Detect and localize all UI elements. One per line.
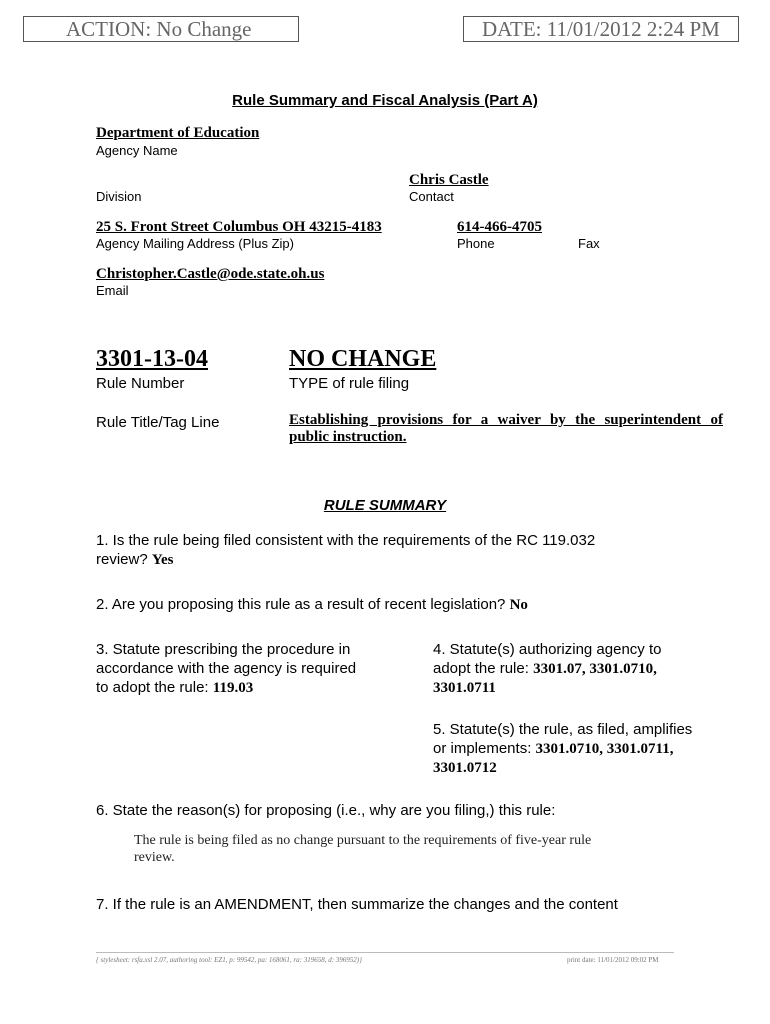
contact-label: Contact (409, 189, 454, 204)
question-6-answer-line1: The rule is being filed as no change pursuant to the requirements of five-year rule (134, 833, 592, 848)
footer-print-date: print date: 11/01/2012 09:02 PM (567, 956, 659, 964)
footer-stylesheet-info: { stylesheet: rsfa.xsl 2.07, authoring tool: EZ1, p: 99542, pa: 168061, ra: 319658, d: 396952)} (96, 956, 362, 964)
email-value: Christopher.Castle@ode.state.oh.us (96, 266, 325, 282)
question-6-answer-line2: review. (134, 850, 175, 865)
action-stamp: ACTION: No Change (23, 16, 299, 42)
rule-number-label: Rule Number (96, 375, 185, 392)
footer-divider (96, 952, 674, 953)
rule-title-label: Rule Title/Tag Line (96, 414, 220, 431)
question-5-answer-b: 3301.0712 (433, 760, 497, 776)
rule-title-line2: public instruction. (289, 429, 407, 445)
address-label: Agency Mailing Address (Plus Zip) (96, 236, 294, 251)
question-2-text: 2. Are you proposing this rule as a result of recent legislation? (96, 596, 506, 613)
question-5 (433, 720, 692, 778)
rule-summary-heading-text: RULE SUMMARY (323, 497, 447, 514)
division-label: Division (96, 189, 142, 204)
question-5-answer-a: 3301.0710, 3301.0711, (535, 741, 674, 757)
phone-value: 614-466-4705 (457, 219, 542, 235)
question-5-line1: 5. Statute(s) the rule, as filed, amplifies (433, 721, 693, 738)
question-2-answer: No (509, 597, 528, 613)
address-value: 25 S. Front Street Columbus OH 43215-4183 (96, 219, 382, 235)
question-3-line1: 3. Statute prescribing the procedure in (96, 641, 351, 658)
email-label: Email (96, 283, 129, 298)
question-3 (96, 640, 356, 698)
rule-title-line1: Establishing provisions for a waiver by the superintendent of (289, 412, 723, 428)
question-1-line2: review? (96, 551, 148, 568)
agency-name-label: Agency Name (96, 143, 178, 158)
question-4 (433, 640, 661, 698)
question-6-answer (134, 832, 591, 866)
rule-summary-heading (0, 497, 770, 514)
question-4-answer-a: 3301.07, 3301.0710, (533, 661, 657, 677)
question-3-answer: 119.03 (212, 680, 254, 696)
agency-name-value: Department of Education (96, 125, 260, 141)
question-1-answer: Yes (151, 552, 174, 568)
fax-label: Fax (578, 236, 600, 251)
rule-type-label: TYPE of rule filing (289, 375, 410, 392)
question-2 (96, 595, 528, 615)
date-stamp: DATE: 11/01/2012 2:24 PM (463, 16, 739, 42)
phone-label: Phone (457, 236, 495, 251)
question-5-line2: or implements: (433, 740, 532, 757)
question-3-line3: to adopt the rule: (96, 679, 209, 696)
question-1 (96, 531, 595, 570)
page-title-text: Rule Summary and Fiscal Analysis (Part A) (232, 92, 538, 109)
question-4-line2: adopt the rule: (433, 660, 529, 677)
rule-number-value: 3301-13-04 (96, 346, 208, 372)
question-6-text: 6. State the reason(s) for proposing (i.e., why are you filing,) this rule: (96, 802, 556, 819)
contact-value: Chris Castle (409, 172, 489, 188)
question-4-answer-b: 3301.0711 (433, 680, 496, 696)
question-7-text: 7. If the rule is an AMENDMENT, then summarize the changes and the content (96, 896, 618, 913)
question-1-line1: 1. Is the rule being filed consistent with the requirements of the RC 119.032 (96, 532, 596, 549)
question-3-line2: accordance with the agency is required (96, 660, 357, 677)
rule-type-value: NO CHANGE (289, 346, 437, 372)
page-title (0, 92, 770, 109)
question-4-line1: 4. Statute(s) authorizing agency to (433, 641, 662, 658)
